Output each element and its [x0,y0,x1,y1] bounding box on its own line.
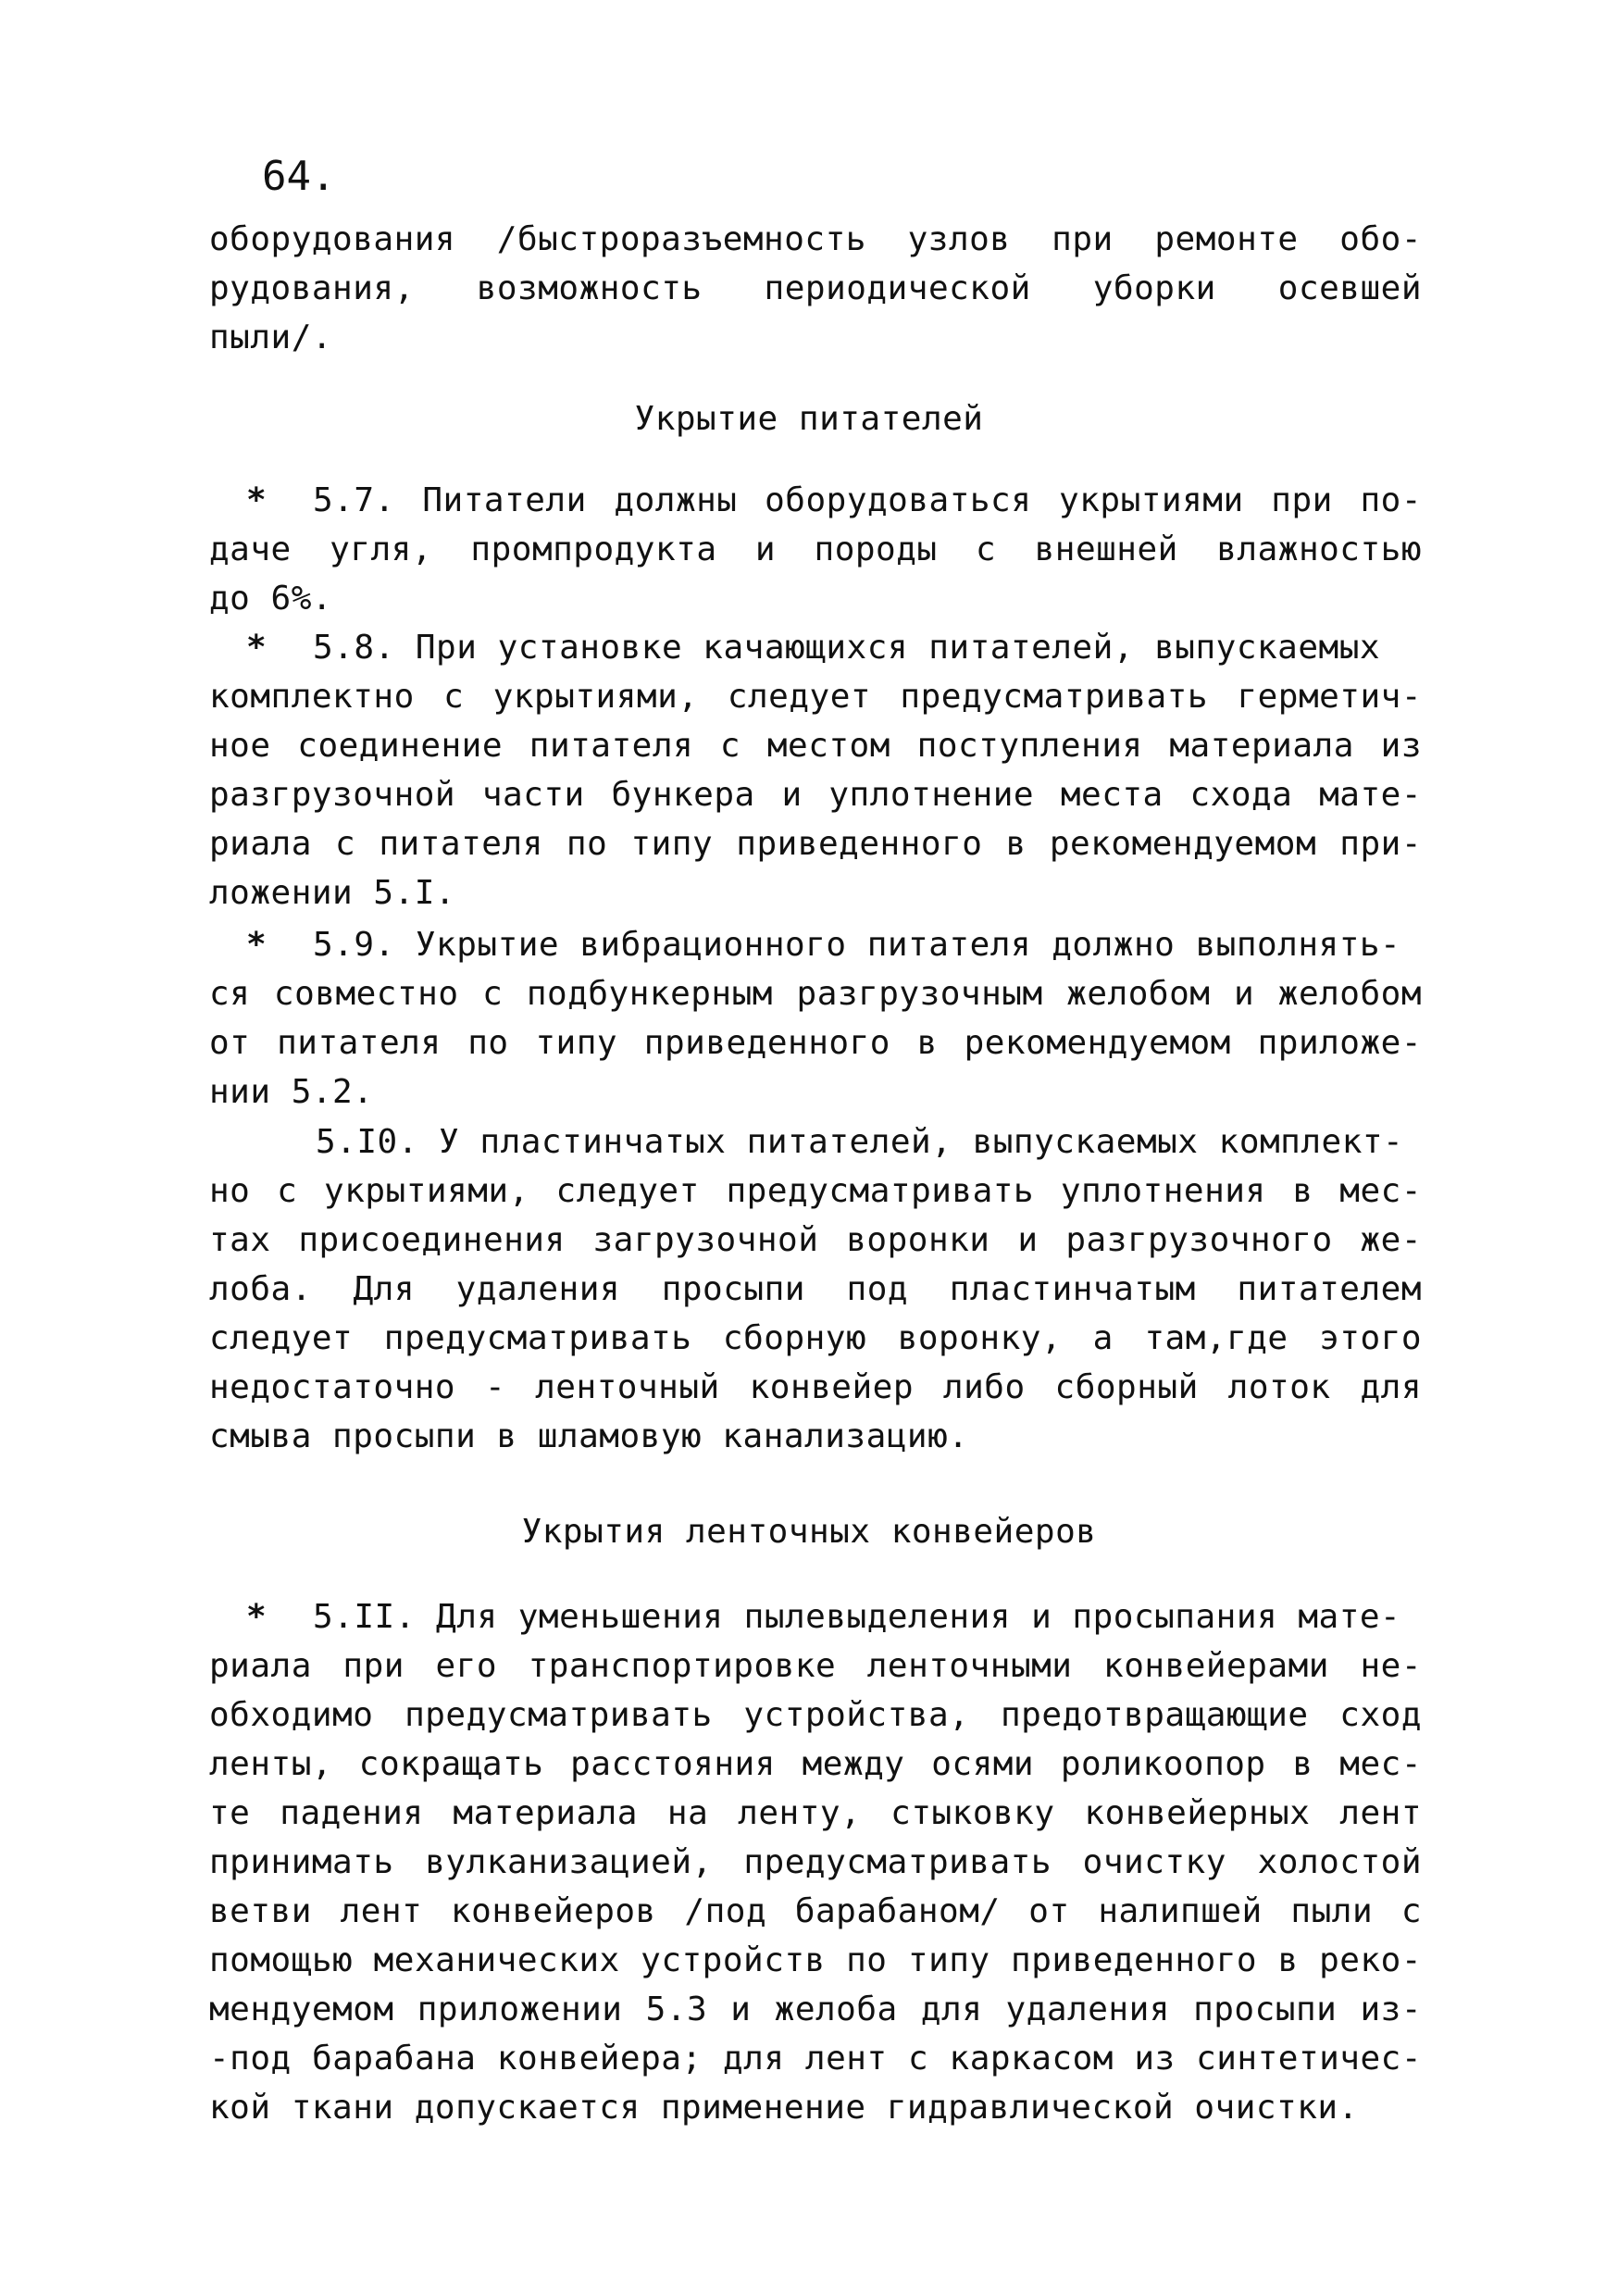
text-line: до 6%. [209,580,333,618]
text-line: пыли/. [209,318,333,356]
text-line: комплектно с укрытиями, следует предусматривать герметич- [209,678,1422,716]
text-line: риала при его транспортировке ленточными конвейерами не- [209,1647,1422,1685]
text-line: следует предусматривать сборную воронку, а там,где этого [209,1319,1422,1357]
paragraph-5-8 [209,623,1422,917]
page-number: 64. [262,153,336,200]
text-line: смыва просыпи в шламовую канализацию. [209,1417,969,1455]
text-line: кой ткани допускается применение гидравлической очистки. [209,2089,1359,2127]
text-line: те падения материала на ленту, стыковку конвейерных лент [209,1794,1422,1832]
section-heading-feeders: Укрытие питателей [634,400,984,438]
text-line: принимать вулканизацией, предусматривать очистку холостой [209,1843,1422,1881]
asterisk-mark: * [246,1598,268,1636]
text-line: 5.II. Для уменьшения пылевыделения и просыпания мате- [313,1598,1401,1636]
text-line: помощью механических устройств по типу приведенного в реко- [209,1941,1422,1979]
text-line: 5.7. Питатели должны оборудоваться укрытиями при по- [313,481,1422,519]
section-heading-conveyors: Укрытия ленточных конвейеров [521,1513,1097,1551]
text-line: тах присоединения загрузочной воронки и разгрузочного же- [209,1221,1422,1259]
text-line: ное соединение питателя с местом поступления материала из [209,727,1422,765]
asterisk-mark: * [246,481,268,519]
text-line: но с укрытиями, следует предусматривать уплотнения в мес- [209,1172,1422,1210]
text-line: от питателя по типу приведенного в рекомендуемом приложе- [209,1024,1422,1062]
text-line: мендуемом приложении 5.3 и желоба для удаления просыпи из- [209,1990,1422,2028]
paragraph-5-11 [209,1592,1422,2132]
text-line: 5.9. Укрытие вибрационного питателя должно выполнять- [313,926,1401,964]
text-line: рудования, возможность периодической уборки осевшей [209,269,1422,307]
asterisk-mark: * [246,629,268,667]
text-line: оборудования /быстроразъемность узлов при ремонте обо- [209,220,1422,258]
paragraph-5-7 [209,476,1422,623]
text-line: ленты, сокращать расстояния между осями роликоопор в мес- [209,1745,1422,1783]
text-line: обходимо предусматривать устройства, предотвращающие сход [209,1696,1422,1734]
intro-paragraph [209,215,1422,362]
text-line: 5.I0. У пластинчатых питателей, выпускаемых комплект- [316,1123,1404,1161]
text-line: 5.8. При установке качающихся питателей, выпускаемых [313,629,1381,667]
text-line: нии 5.2. [209,1073,374,1111]
text-line: лоба. Для удаления просыпи под пластинчатым питателем [209,1270,1422,1308]
text-line: ся совместно с подбункерным разгрузочным желобом и желобом [209,975,1422,1013]
text-line: -под барабана конвейера; для лент с каркасом из синтетичес- [209,2040,1422,2078]
text-line: недостаточно - ленточный конвейер либо сборный лоток для [209,1368,1422,1406]
text-line: риала с питателя по типу приведенного в рекомендуемом при- [209,825,1422,863]
text-line: разгрузочной части бункера и уплотнение места схода мате- [209,776,1422,814]
text-line: ветви лент конвейеров /под барабаном/ от налипшей пыли с [209,1892,1422,1930]
asterisk-mark: * [246,926,268,964]
text-line: ложении 5.I. [209,874,456,912]
paragraph-5-9 [209,920,1422,1117]
paragraph-5-10 [209,1117,1422,1461]
text-line: даче угля, промпродукта и породы с внешней влажностью [209,530,1422,568]
